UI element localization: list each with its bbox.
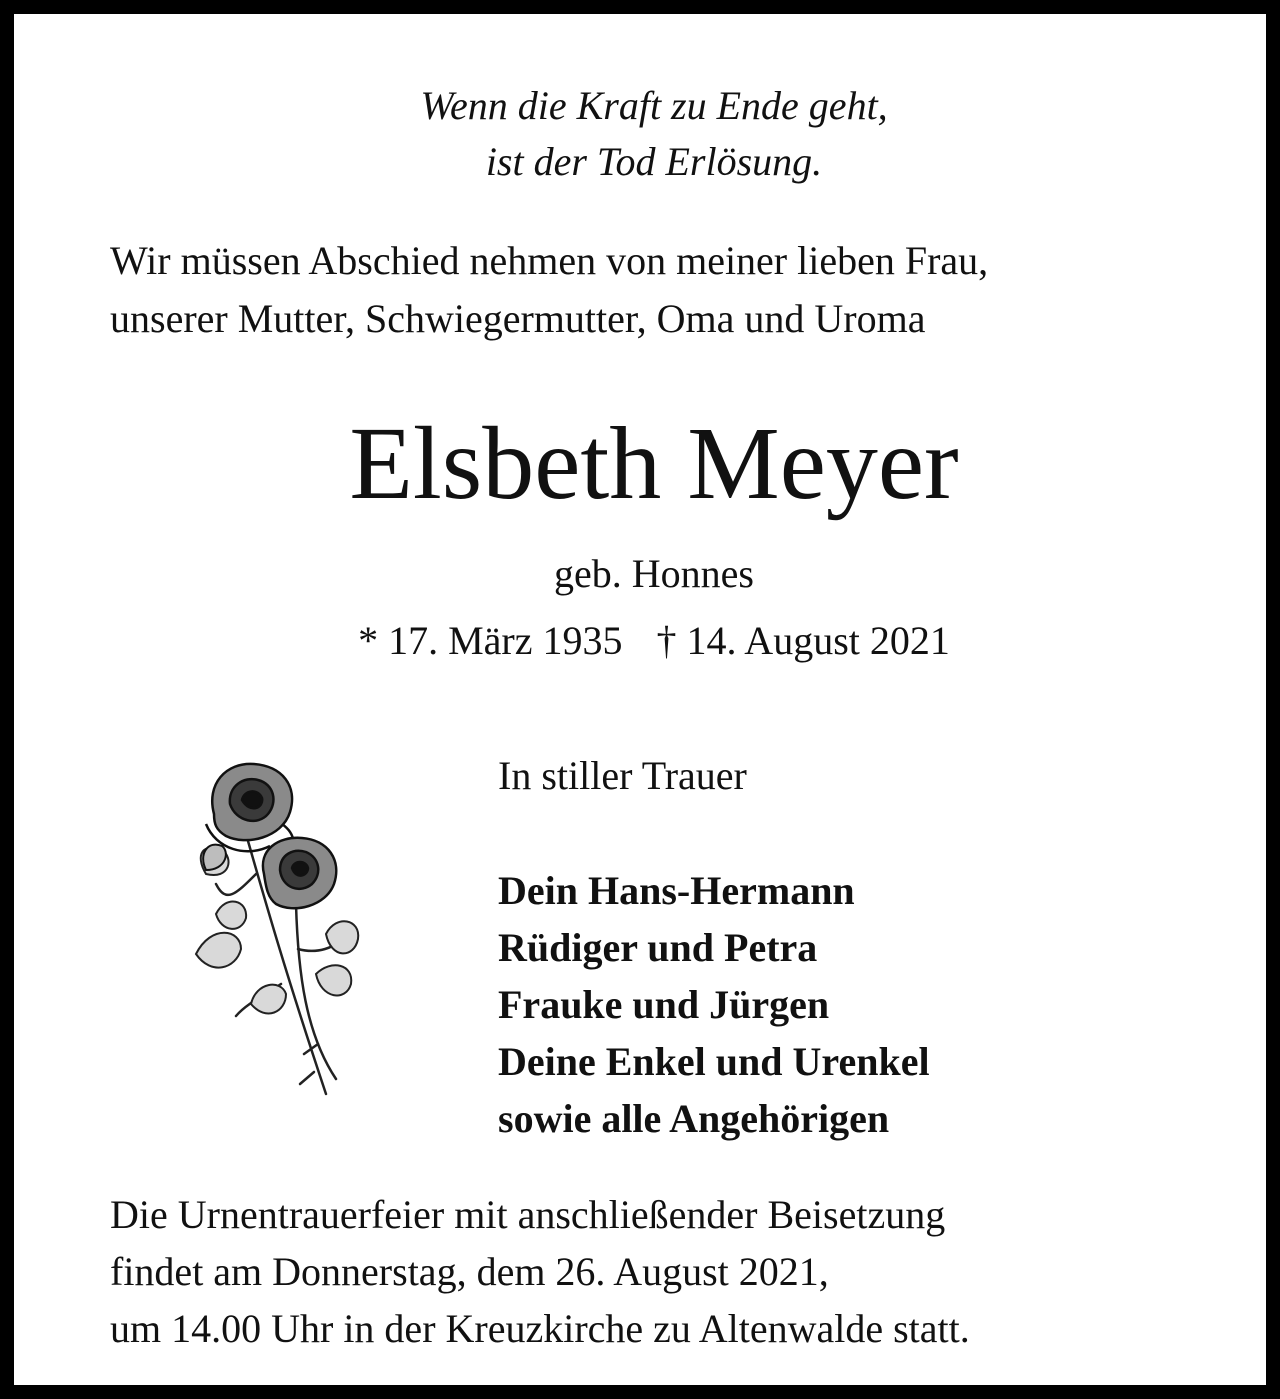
mourner-name: Deine Enkel und Urenkel bbox=[498, 1039, 930, 1084]
motto-line-1: Wenn die Kraft zu Ende geht, bbox=[420, 83, 888, 128]
mourner-name: Frauke und Jürgen bbox=[498, 982, 830, 1027]
motto-line-2: ist der Tod Erlösung. bbox=[485, 139, 823, 184]
mourner-name: Rüdiger und Petra bbox=[498, 925, 818, 970]
service-line-1: Die Urnentrauerfeier mit anschließender Beisetzung bbox=[110, 1192, 946, 1237]
intro-line-2: unserer Mutter, Schwiegermutter, Oma und Uroma bbox=[110, 296, 926, 341]
service-line-3: um 14.00 Uhr in der Kreuzkirche zu Altenwalde statt. bbox=[110, 1306, 970, 1351]
mourners-list bbox=[498, 862, 930, 1147]
rose-illustration-icon bbox=[186, 754, 376, 1114]
mourner-name: Dein Hans-Hermann bbox=[498, 868, 855, 913]
maiden-name: geb. Honnes bbox=[554, 551, 754, 596]
intro-line-1: Wir müssen Abschied nehmen von meiner lieben Frau, bbox=[110, 238, 989, 283]
death-date: † 14. August 2021 bbox=[656, 618, 950, 663]
life-dates bbox=[14, 613, 1280, 669]
mourning-heading: In stiller Trauer bbox=[498, 753, 747, 798]
mourner-name: sowie alle Angehörigen bbox=[498, 1096, 890, 1141]
birth-date: * 17. März 1935 bbox=[358, 618, 623, 663]
service-line-2: findet am Donnerstag, dem 26. August 2021, bbox=[110, 1249, 829, 1294]
deceased-name: Elsbeth Meyer bbox=[349, 406, 959, 521]
